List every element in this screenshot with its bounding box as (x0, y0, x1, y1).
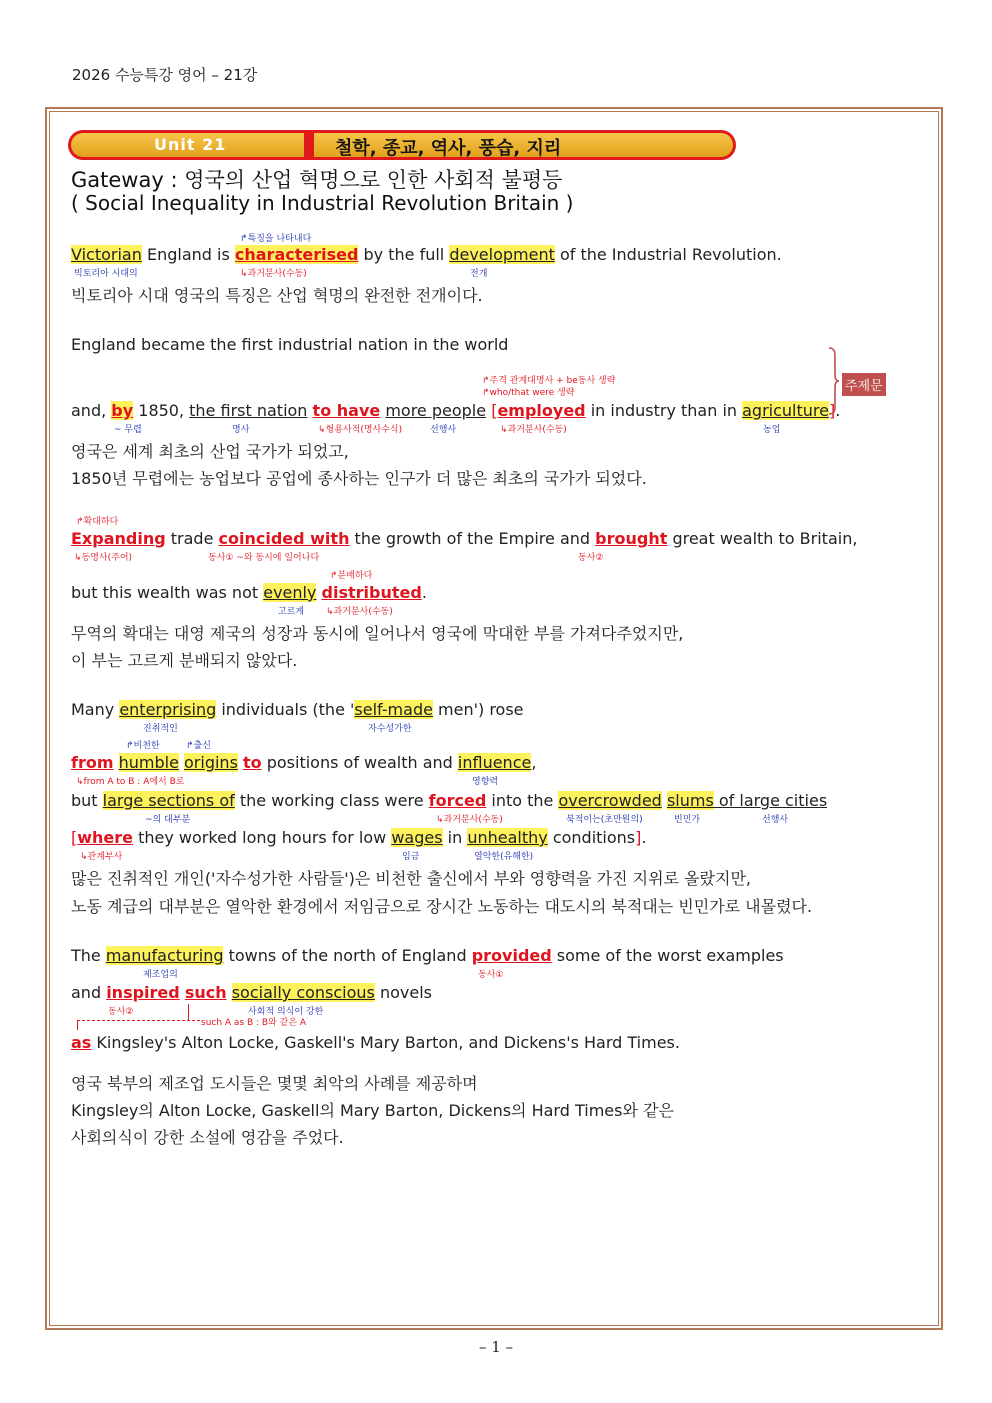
sentence-4-line-3 (71, 791, 827, 810)
text: conditions (547, 828, 636, 847)
connector-line (188, 1004, 189, 1021)
vocab-word: evenly (263, 583, 317, 602)
vocab-word: as (71, 1033, 92, 1052)
text: but (71, 791, 103, 810)
bracket: ] (635, 828, 642, 847)
text: Many (71, 700, 120, 719)
vocab-word: slums (666, 791, 714, 810)
text: novels (374, 983, 432, 1002)
annotation: ↱출신 (186, 741, 211, 751)
gloss: ↳과거분사(수동) (240, 269, 307, 279)
text: great wealth to Britain, (667, 529, 858, 548)
annotation: ↱비천한 (126, 741, 160, 751)
vocab-word: overcrowded (558, 791, 662, 810)
vocab-word: such (184, 983, 227, 1002)
sentence-3-line-2 (71, 583, 427, 602)
gloss: 선행사 (762, 815, 789, 825)
page-number: – 1 – (478, 1338, 514, 1356)
gloss: ↳과거분사(수동) (500, 425, 567, 435)
bracket: ] (828, 401, 836, 420)
annotation: ↱주격 관계대명사 + be동사 생략 (482, 376, 616, 386)
sentence-1 (71, 245, 782, 264)
korean-translation: 노동 계급의 대부분은 열악한 환경에서 저임금으로 장시간 노동하는 대도시의 북적대는 빈민가로 내몰렸다. (71, 897, 813, 916)
text: Kingsley's Alton Locke, Gaskell's Mary Barton, and Dickens's Hard Times. (91, 1033, 680, 1052)
korean-translation: 빅토리아 시대 영국의 특징은 산업 혁명의 완전한 전개이다. (71, 286, 483, 305)
text: in (442, 828, 468, 847)
text: , (531, 753, 537, 772)
gloss: 사회적 의식이 강한 (248, 1007, 324, 1017)
preposition: to (243, 753, 262, 772)
gloss: 농업 (763, 425, 781, 435)
vocab-word: self-made (354, 700, 433, 719)
gloss: ↳관계부사 (80, 852, 123, 862)
text: England is (141, 245, 235, 264)
text: they worked long hours for low (133, 828, 392, 847)
gloss: 선행사 (430, 425, 457, 435)
text: 1850, (133, 401, 190, 420)
vocab-word: humble (118, 753, 179, 772)
vocab-word: origins (184, 753, 238, 772)
gloss: 임금 (402, 852, 420, 862)
sentence-4-line-2 (71, 753, 536, 772)
vocab-word: development (449, 245, 555, 264)
text: some of the worst examples (551, 946, 784, 965)
text (227, 983, 232, 1002)
gateway-title: Gateway : 영국의 산업 혁명으로 인한 사회적 불평등 (71, 168, 563, 192)
sentence-5-line-1 (71, 946, 784, 965)
gloss: 열악한(유해한) (474, 852, 534, 862)
verb-phrase: coincided with (218, 529, 350, 548)
text: individuals (the ' (216, 700, 355, 719)
relative-adverb: where (77, 828, 134, 847)
vocab-phrase: socially conscious (231, 983, 375, 1002)
vocab-word: enterprising (119, 700, 217, 719)
korean-translation: 영국 북부의 제조업 도시들은 몇몇 최악의 사례를 제공하며 (71, 1074, 478, 1093)
text: . (641, 828, 647, 847)
korean-translation: 많은 진취적인 개인('자수성가한 사람들')은 비천한 출신에서 부와 영향력을 가진 지위로 올랐지만, (71, 869, 752, 888)
gloss: 북적이는(초만원의) (566, 815, 643, 825)
connector-line (77, 1020, 78, 1030)
gloss: such A as B : B와 같은 A (201, 1018, 307, 1028)
gateway-subtitle: ( Social Inequality in Industrial Revolution Britain ) (71, 191, 574, 215)
brace-icon (828, 347, 840, 415)
sentence-4-line-1 (71, 700, 524, 719)
vocab-word: manufacturing (105, 946, 224, 965)
unit-topic: 철학, 종교, 역사, 풍습, 지리 (335, 138, 562, 159)
vocab-word: influence (457, 753, 532, 772)
gloss: 고르게 (278, 607, 305, 617)
gloss: 영향력 (472, 777, 499, 787)
text: into the (486, 791, 559, 810)
gloss: 빈민가 (674, 815, 701, 825)
text: of the Industrial Revolution. (554, 245, 782, 264)
gloss: 동사① (478, 970, 504, 980)
korean-translation: 이 부는 고르게 분배되지 않았다. (71, 651, 298, 670)
unit-banner (68, 130, 738, 162)
phrase: of large cities (713, 791, 828, 810)
text: in industry than in (585, 401, 743, 420)
annotation: ↱확대하다 (76, 517, 119, 527)
gloss: ↳과거분사(수동) (326, 607, 393, 617)
verb-word: inspired (106, 983, 180, 1002)
sentence-2-line-1: England became the first industrial nation in the world (71, 335, 509, 354)
text (114, 753, 119, 772)
gloss: ~ 무렵 (114, 425, 142, 435)
korean-translation: 사회의식이 강한 소설에 영감을 주었다. (71, 1128, 344, 1147)
gloss: 동사② (108, 1007, 134, 1017)
korean-translation: 1850년 무렵에는 농업보다 공업에 종사하는 인구가 더 많은 최초의 국가가 되었다. (71, 469, 647, 488)
verb-word: brought (595, 529, 668, 548)
annotation: ↱특징을 나타내다 (240, 234, 312, 244)
verb-word: provided (471, 946, 552, 965)
verb-phrase: to have (312, 401, 381, 420)
text: towns of the north of England (223, 946, 472, 965)
gloss: ~의 대부분 (145, 815, 191, 825)
text: the working class were (234, 791, 429, 810)
korean-translation: Kingsley의 Alton Locke, Gaskell의 Mary Barton, Dickens의 Hard Times와 같은 (71, 1101, 674, 1120)
gloss: 동사② (578, 553, 604, 563)
vocab-word: by (111, 401, 134, 420)
korean-translation: 무역의 확대는 대영 제국의 성장과 동시에 일어나서 영국에 막대한 부를 가져다주었지만, (71, 624, 684, 643)
text: . (835, 401, 841, 420)
phrase: the first nation (189, 401, 308, 420)
vocab-word: unhealthy (467, 828, 548, 847)
gloss: 빅토리아 시대의 (74, 269, 138, 279)
preposition: from (71, 753, 114, 772)
vocab-word: Victorian (71, 245, 142, 264)
gloss: 명사 (232, 425, 250, 435)
gloss: 자수성가한 (368, 724, 412, 734)
unit-label: Unit 21 (154, 135, 227, 154)
text: and (71, 983, 107, 1002)
topic-sentence-badge: 주제문 (842, 373, 886, 396)
verb-word: characterised (234, 245, 359, 264)
verb-word: employed (497, 401, 586, 420)
gloss: 동사① ~와 동시에 일어나다 (208, 553, 320, 563)
gloss: ↳과거분사(수동) (436, 815, 503, 825)
sentence-5-line-3 (71, 1033, 680, 1052)
verb-word: distributed (321, 583, 422, 602)
verb-word: Expanding (71, 529, 166, 548)
bracket: [ (71, 828, 78, 847)
text: The (71, 946, 106, 965)
korean-translation: 영국은 세계 최초의 산업 국가가 되었고, (71, 442, 349, 461)
vocab-phrase: large sections of (102, 791, 235, 810)
text: trade (165, 529, 219, 548)
sentence-4-line-4 (71, 828, 646, 847)
sentence-2-line-2 (71, 401, 840, 420)
vocab-word: agriculture (742, 401, 829, 420)
gloss: 진취적인 (143, 724, 178, 734)
annotation: ↱분배하다 (330, 571, 373, 581)
gloss: ↳from A to B : A에서 B로 (76, 777, 185, 787)
gloss: 전개 (470, 269, 488, 279)
bracket: [ (491, 401, 498, 420)
gloss: ↳동명사(주어) (74, 553, 133, 563)
annotation: ↱who/that were 생략 (482, 388, 575, 398)
connector-line (77, 1020, 200, 1021)
text: the growth of the Empire and (349, 529, 596, 548)
gloss: ↳형용사적(명사수식) (318, 425, 403, 435)
sentence-3-line-1 (71, 529, 857, 548)
text: . (421, 583, 427, 602)
sentence-5-line-2 (71, 983, 432, 1002)
verb-word: forced (428, 791, 487, 810)
gloss: 제조업의 (143, 970, 178, 980)
text: but this wealth was not (71, 583, 264, 602)
page-header: 2026 수능특강 영어 – 21강 (72, 66, 258, 84)
text: by the full (358, 245, 450, 264)
vocab-word: wages (391, 828, 443, 847)
text: and, (71, 401, 112, 420)
text: men') rose (432, 700, 524, 719)
phrase: more people (385, 401, 487, 420)
text: positions of wealth and (261, 753, 458, 772)
